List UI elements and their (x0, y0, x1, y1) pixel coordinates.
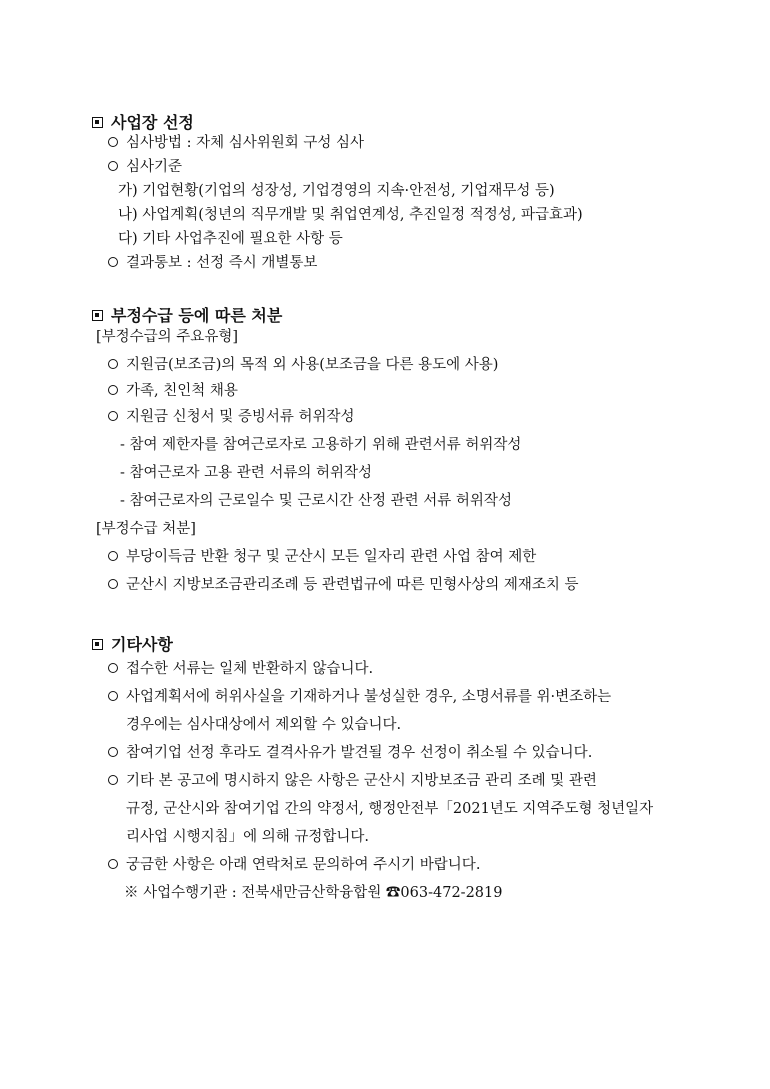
list-subitem: - 참여 제한자를 참여근로자로 고용하기 위해 관련서류 허위작성 (120, 437, 522, 453)
item-text: 사업계획서에 허위사실을 기재하거나 불성실한 경우, 소명서류를 위·변조하는 (126, 689, 612, 705)
list-item (108, 410, 355, 425)
list-item (108, 160, 182, 175)
list-item (108, 858, 480, 873)
subheading: [부정수급 처분] (96, 521, 196, 537)
list-item-continuation: 경우에는 심사대상에서 제외할 수 있습니다. (126, 717, 402, 733)
item-text: 지원금 신청서 및 증빙서류 허위작성 (126, 409, 355, 425)
item-text: 심사방법 : 자체 심사위원회 구성 심사 (126, 135, 365, 151)
section-title: 부정수급 등에 따른 처분 (111, 306, 283, 325)
section-title: 기타사항 (111, 635, 173, 654)
item-text: 심사기준 (126, 159, 183, 175)
circle-bullet-icon (108, 551, 118, 561)
list-item-continuation: 규정, 군산시와 참여기업 간의 약정서, 행정안전부「2021년도 지역주도형 청년일자 (126, 801, 654, 817)
list-item (108, 384, 238, 399)
list-item (108, 578, 578, 593)
circle-bullet-icon (108, 385, 118, 395)
list-item-continuation: 리사업 시행지침」에 의해 규정합니다. (126, 829, 370, 845)
list-item (108, 550, 536, 565)
circle-bullet-icon (108, 691, 118, 701)
list-item (108, 746, 592, 761)
circle-bullet-icon (108, 747, 118, 757)
item-text: 결과통보 : 선정 즉시 개별통보 (126, 255, 318, 271)
list-subitem: 나) 사업계획(청년의 직무개발 및 취업연계성, 추진일정 적정성, 파급효과) (118, 207, 583, 223)
list-subitem: 가) 기업현황(기업의 성장성, 기업경영의 지속·안전성, 기업재무성 등) (118, 183, 555, 199)
list-subitem: - 참여근로자 고용 관련 서류의 허위작성 (120, 465, 373, 481)
item-text: 참여기업 선정 후라도 결격사유가 발견될 경우 선정이 취소될 수 있습니다. (126, 745, 593, 761)
circle-bullet-icon (108, 257, 118, 267)
circle-bullet-icon (108, 137, 118, 147)
circle-bullet-icon (108, 359, 118, 369)
subheading: [부정수급의 주요유형] (96, 329, 238, 345)
item-text: 군산시 지방보조금관리조례 등 관련법규에 따른 민형사상의 제재조치 등 (126, 577, 579, 593)
circle-bullet-icon (108, 411, 118, 421)
square-bullet-icon (92, 310, 103, 321)
list-item (108, 774, 597, 789)
circle-bullet-icon (108, 161, 118, 171)
section-title: 사업장 선정 (111, 113, 194, 132)
circle-bullet-icon (108, 663, 118, 673)
section-heading-etc (92, 632, 173, 655)
section-heading-penalty (92, 303, 282, 326)
item-text: 궁금한 사항은 아래 연락처로 문의하여 주시기 바랍니다. (126, 857, 481, 873)
item-text: 지원금(보조금)의 목적 외 사용(보조금을 다른 용도에 사용) (126, 357, 499, 373)
circle-bullet-icon (108, 775, 118, 785)
circle-bullet-icon (108, 579, 118, 589)
square-bullet-icon (92, 117, 103, 128)
section-heading-selection (92, 110, 194, 133)
item-text: 접수한 서류는 일체 반환하지 않습니다. (126, 661, 374, 677)
item-text: 기타 본 공고에 명시하지 않은 사항은 군산시 지방보조금 관리 조례 및 관련 (126, 773, 597, 789)
list-subitem: - 참여근로자의 근로일수 및 근로시간 산정 관련 서류 허위작성 (120, 493, 512, 509)
square-bullet-icon (92, 639, 103, 650)
item-text: 부당이득금 반환 청구 및 군산시 모든 일자리 관련 사업 참여 제한 (126, 549, 537, 565)
circle-bullet-icon (108, 859, 118, 869)
item-text: 가족, 친인척 채용 (126, 383, 238, 399)
list-subitem: 다) 기타 사업추진에 필요한 사항 등 (118, 231, 343, 247)
contact-info: ※ 사업수행기관 : 전북새만금산학융합원 ☎063-472-2819 (124, 885, 503, 901)
list-item (108, 136, 364, 151)
list-item (108, 358, 498, 373)
list-item (108, 256, 317, 271)
list-item (108, 690, 611, 705)
list-item (108, 662, 373, 677)
